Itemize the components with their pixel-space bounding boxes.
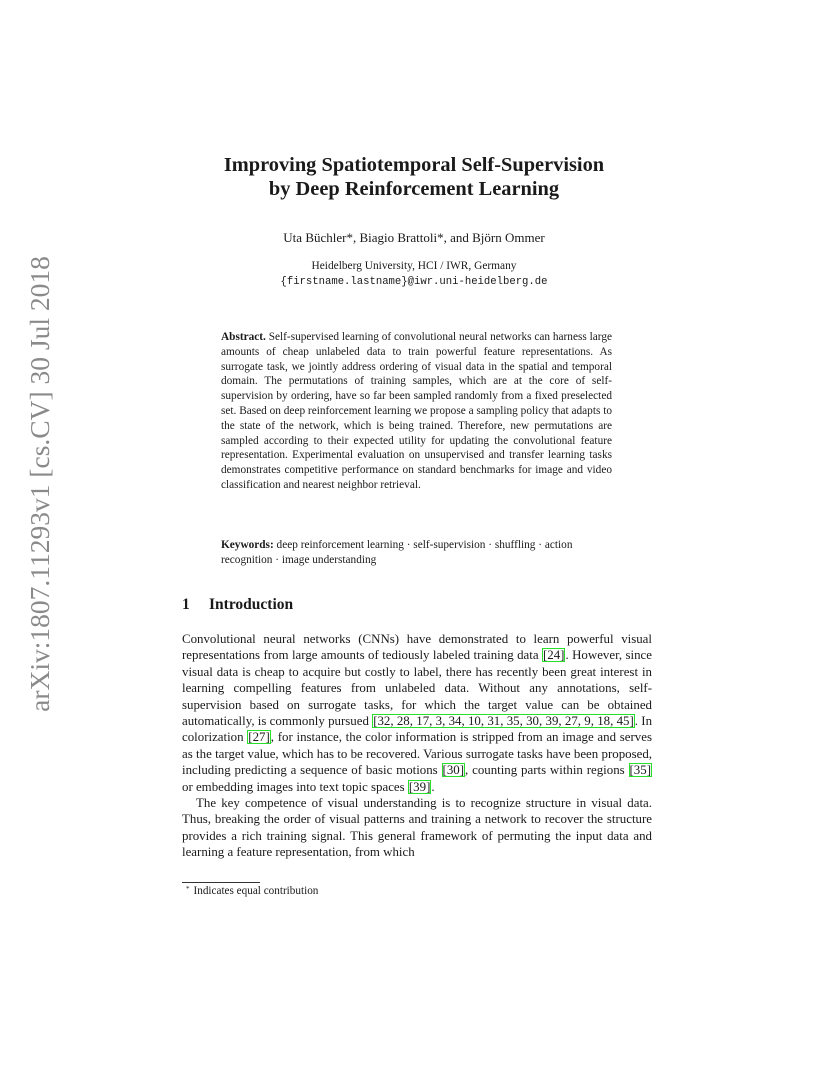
affiliation: Heidelberg University, HCI / IWR, Germany — [311, 260, 517, 272]
citation-link[interactable]: [32, 28, 17, 3, 34, 10, 31, 35, 30, 39, 27, 9, 18, 45] — [373, 714, 634, 729]
paragraph-text: . In colorization — [182, 714, 653, 745]
email: {firstname.lastname}@iwr.uni-heidelberg.de — [280, 276, 548, 288]
footnote-mark: * — [186, 885, 190, 893]
body-text — [182, 631, 652, 861]
paragraph-text: or embedding images into text topic spaces — [182, 779, 408, 794]
keywords-label: Keywords: — [221, 539, 274, 551]
footnote-text: Indicates equal contribution — [193, 885, 319, 897]
title-line-1: Improving Spatiotemporal Self-Supervision — [223, 154, 605, 176]
paragraph-2: The key competence of visual understanding is to recognize structure in visual data. Thus, breaking the order of visual patterns and training a network to recover the structure provides a rich training signal. This general framework of permuting the input data and learning a feature representation, from which — [182, 796, 652, 860]
paragraph-text: , for instance, the color information is stripped from an image and serves as the target value, which has to be recovered. Various surrogate tasks have been proposed, including predicting a sequence of basic motions — [182, 730, 652, 778]
abstract-text: Self-supervised learning of convolutional neural networks can harness large amounts of cheap unlabeled data to train powerful feature representations. As surrogate task, we jointly address ordering of visual data in the spatial and temporal domain. The permutations of training samples, which are at the core of self-supervision by ordering, have so far been sampled randomly from a fixed preselected set. Based on deep reinforcement learning we propose a sampling policy that adapts to the state of the network, which is being trained. Therefore, new permutations are sampled according to their expected utility for updating the convolutional feature representation. Experimental evaluation on unsupervised and transfer learning tasks demonstrates competitive performance on standard benchmarks for image and video classification and nearest neighbor retrieval. — [221, 331, 612, 491]
paragraph-text: Convolutional neural networks (CNNs) have demonstrated to learn powerful visual representations from large amounts of tediously labeled training data — [182, 632, 652, 663]
abstract-label: Abstract. — [221, 331, 266, 343]
footnote — [186, 885, 318, 897]
title-line-2: by Deep Reinforcement Learning — [268, 178, 560, 200]
paragraph-text: . — [431, 779, 435, 794]
citation-link[interactable]: [27] — [248, 730, 270, 745]
paragraph-text: . However, since visual data is cheap to acquire but costly to label, there has recently been great interest in learning compelling features from unlabeled data. Without any annotations, self-supervision based on surrogate tasks, for which the target value can be obtained automatically, is commonly pursued — [182, 648, 652, 729]
affiliation-block — [160, 258, 668, 290]
citation-link[interactable]: [30] — [442, 763, 465, 778]
arxiv-side-stamp — [20, 256, 60, 712]
citation-link[interactable]: [39] — [408, 779, 431, 794]
keywords-text: deep reinforcement learning · self-supervision · shuffling · action recognition · image understanding — [221, 539, 573, 566]
author-list: Uta Büchler*, Biagio Brattoli*, and Björn Ommer — [283, 230, 545, 245]
paragraph-text: , counting parts within regions — [465, 763, 629, 778]
arxiv-identifier: arXiv:1807.11293v1 [cs.CV] 30 Jul 2018 — [24, 256, 55, 712]
keywords — [221, 538, 612, 568]
citation-link[interactable]: [24] — [542, 648, 565, 663]
paper-title — [160, 153, 668, 201]
section-title: Introduction — [209, 596, 294, 613]
section-number: 1 — [182, 596, 190, 613]
paragraph-1 — [182, 631, 652, 795]
citation-link[interactable]: [35] — [629, 763, 651, 778]
section-heading — [182, 596, 293, 614]
abstract — [221, 330, 612, 493]
footnote-rule — [182, 882, 260, 883]
